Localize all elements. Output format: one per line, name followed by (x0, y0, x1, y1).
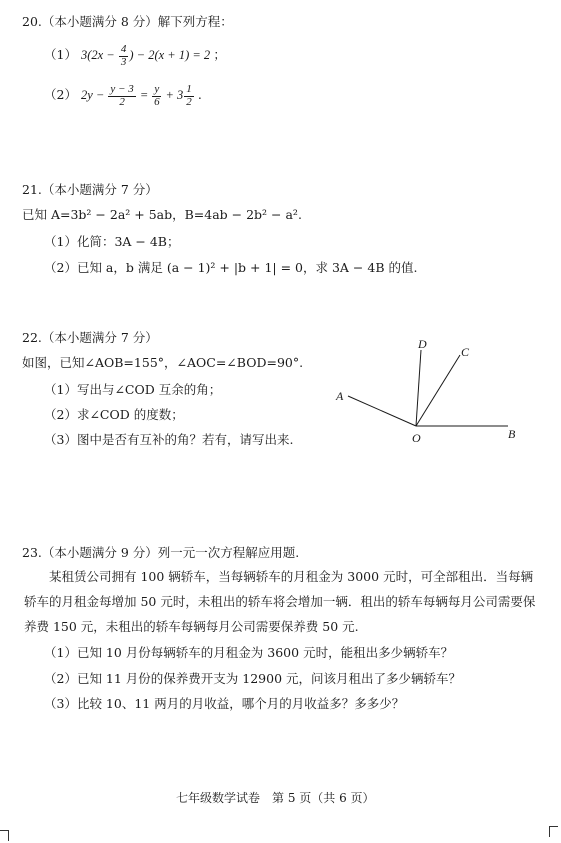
q23-item-2: （2）已知 11 月份的保养费开支为 12900 元，问该月租出了多少辆轿车？ (44, 671, 462, 686)
label-o: O (412, 431, 421, 445)
q21-title: 21.（本小题满分 7 分） (22, 182, 158, 197)
q20-item2-tail: . (197, 86, 202, 102)
q21-item-1: （1）化简：3A − 4B； (44, 234, 180, 249)
label-a: A (336, 389, 344, 403)
crop-mark-right (549, 826, 558, 837)
q20-eq2-math: 2y − $\frac{y - 3}{2}$ = $\frac{y}{6}$ + 3 $\frac{1}{2}$ (80, 83, 192, 108)
page-footer: 七年级数学试卷 第 5 页（共 6 页） (176, 791, 375, 805)
q22-item-2: （2）求∠COD 的度数； (44, 407, 184, 422)
q20-item1-tail: ； (213, 46, 226, 62)
crop-mark-left (0, 830, 9, 841)
q20-equation-1 (44, 44, 226, 68)
q22-item-3: （3）图中是否有互补的角？若有，请写出来. (44, 432, 294, 447)
label-d: D (418, 337, 427, 351)
label-c: C (461, 345, 470, 359)
q21-item-2: （2）已知 a，b 满足 (a − 1)² + |b + 1| = 0，求 3A − 4B 的值. (44, 260, 418, 275)
q22-title: 22.（本小题满分 7 分） (22, 330, 158, 345)
ray-oc (416, 355, 460, 426)
q20-eq1-math: 3(2x − $\frac{4}{3}$ ) − 2(x + 1) = 2 (80, 43, 214, 68)
ray-od (416, 350, 421, 426)
q20-item2-label: （2） (44, 86, 77, 102)
q20-equation-2 (44, 84, 202, 108)
q22-given: 如图，已知∠AOB=155°，∠AOC=∠BOD=90°. (22, 355, 304, 370)
q23-paragraph: 某租赁公司拥有 100 辆轿车，当每辆轿车的月租金为 3000 元时，可全部租出．当每辆轿车的月租金每增加 50 元时，未租出的轿车将会增加一辆．租出的轿车每辆每月公司需要保养费 150 元，未租出的轿车每辆每月公司需要保养费 50 元. (24, 569, 536, 634)
angle-figure (330, 330, 530, 450)
q23-title: 23.（本小题满分 9 分）列一元一次方程解应用题. (22, 545, 300, 560)
q23-item-3: （3）比较 10、11 两月的月收益，哪个月的月收益多？多多少？ (44, 696, 405, 711)
q20-title: 20.（本小题满分 8 分）解下列方程： (22, 14, 233, 29)
q22-item-1: （1）写出与∠COD 互余的角； (44, 382, 222, 397)
q21-given: 已知 A=3b² − 2a² + 5ab，B=4ab − 2b² − a². (22, 207, 302, 222)
label-b: B (508, 427, 516, 441)
ray-oa (348, 396, 416, 426)
q20-item1-label: （1） (44, 46, 77, 62)
q23-item-1: （1）已知 10 月份每辆轿车的月租金为 3600 元时，能租出多少辆轿车？ (44, 645, 454, 660)
